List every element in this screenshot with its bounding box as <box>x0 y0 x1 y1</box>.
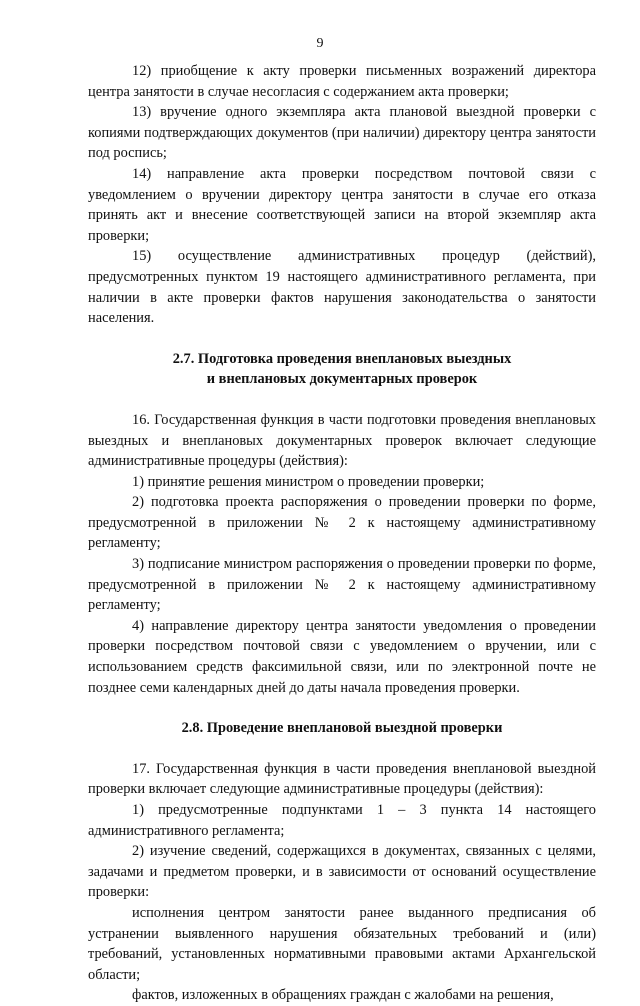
paragraph: 17. Государственная функция в части проведения внеплановой выездной проверки включает следующие административные процедуры (действия): <box>88 760 596 798</box>
spacer <box>88 329 596 349</box>
section-heading: 2.7. Подготовка проведения внеплановых выездных <box>172 350 512 367</box>
paragraph: фактов, изложенных в обращениях граждан с жалобами на решения, <box>132 987 554 1004</box>
section-heading: 2.8. Проведение внеплановой выездной проверки <box>181 720 503 737</box>
section-2-8 <box>88 718 596 1006</box>
list-item: 2) изучение сведений, содержащихся в документах, связанных с целями, задачами и предметом проверки, и в зависимости от оснований осуществление проверки: <box>88 843 596 901</box>
list-item: 13) вручение одного экземпляра акта плановой выездной проверки с копиями подтверждающих документов (при наличии) директору центра занятости под роспись; <box>88 104 596 162</box>
section-heading: и внеплановых документарных проверок <box>206 371 478 388</box>
list-item: 3) подписание министром распоряжения о проведении проверки по форме, предусмотренной в приложении № 2 к настоящему административному регламенту; <box>88 556 596 614</box>
spacer <box>88 390 596 410</box>
list-item: 1) принятие решения министром о проведении проверки; <box>132 473 485 490</box>
list-item: 2) подготовка проекта распоряжения о проведении проверки по форме, предусмотренной в приложении № 2 к настоящему административному регламенту; <box>88 494 596 552</box>
document-body <box>88 61 596 1006</box>
spacer <box>88 698 596 718</box>
page-number: 9 <box>316 36 324 51</box>
spacer <box>88 739 596 759</box>
paragraph: исполнения центром занятости ранее выданного предписания об устранении выявленного нарушения обязательных требований и (или) требований, установленных нормативными правовыми актами Архангельской области; <box>88 904 596 983</box>
list-item: 4) направление директору центра занятости уведомления о проведении проверки посредством почтовой связи с уведомлением о вручении, или с использованием средств факсимильной связи, или по электронной почте не позднее семи календарных дней до даты начала проведения проверки. <box>88 617 596 696</box>
list-item: 12) приобщение к акту проверки письменных возражений директора центра занятости в случае несогласия с содержанием акта проверки; <box>88 63 596 100</box>
list-item: 15) осуществление административных процедур (действий), предусмотренных пунктом 19 настоящего административного регламента, при наличии в акте проверки фактов нарушения законодательства о занятости населения. <box>88 248 596 327</box>
section-2-7 <box>88 349 596 699</box>
section-continuation <box>88 61 596 329</box>
list-item: 14) направление акта проверки посредством почтовой связи с уведомлением о вручении директору центра занятости в случае его отказа принять акт и внесение соответствующей записи на второй экземпляр акта проверки; <box>88 165 596 244</box>
list-item: 1) предусмотренные подпунктами 1 – 3 пункта 14 настоящего административного регламента; <box>88 802 596 839</box>
paragraph: 16. Государственная функция в части подготовки проведения внеплановых выездных и внеплановых документарных проверок включает следующие административные процедуры (действия): <box>88 411 596 470</box>
